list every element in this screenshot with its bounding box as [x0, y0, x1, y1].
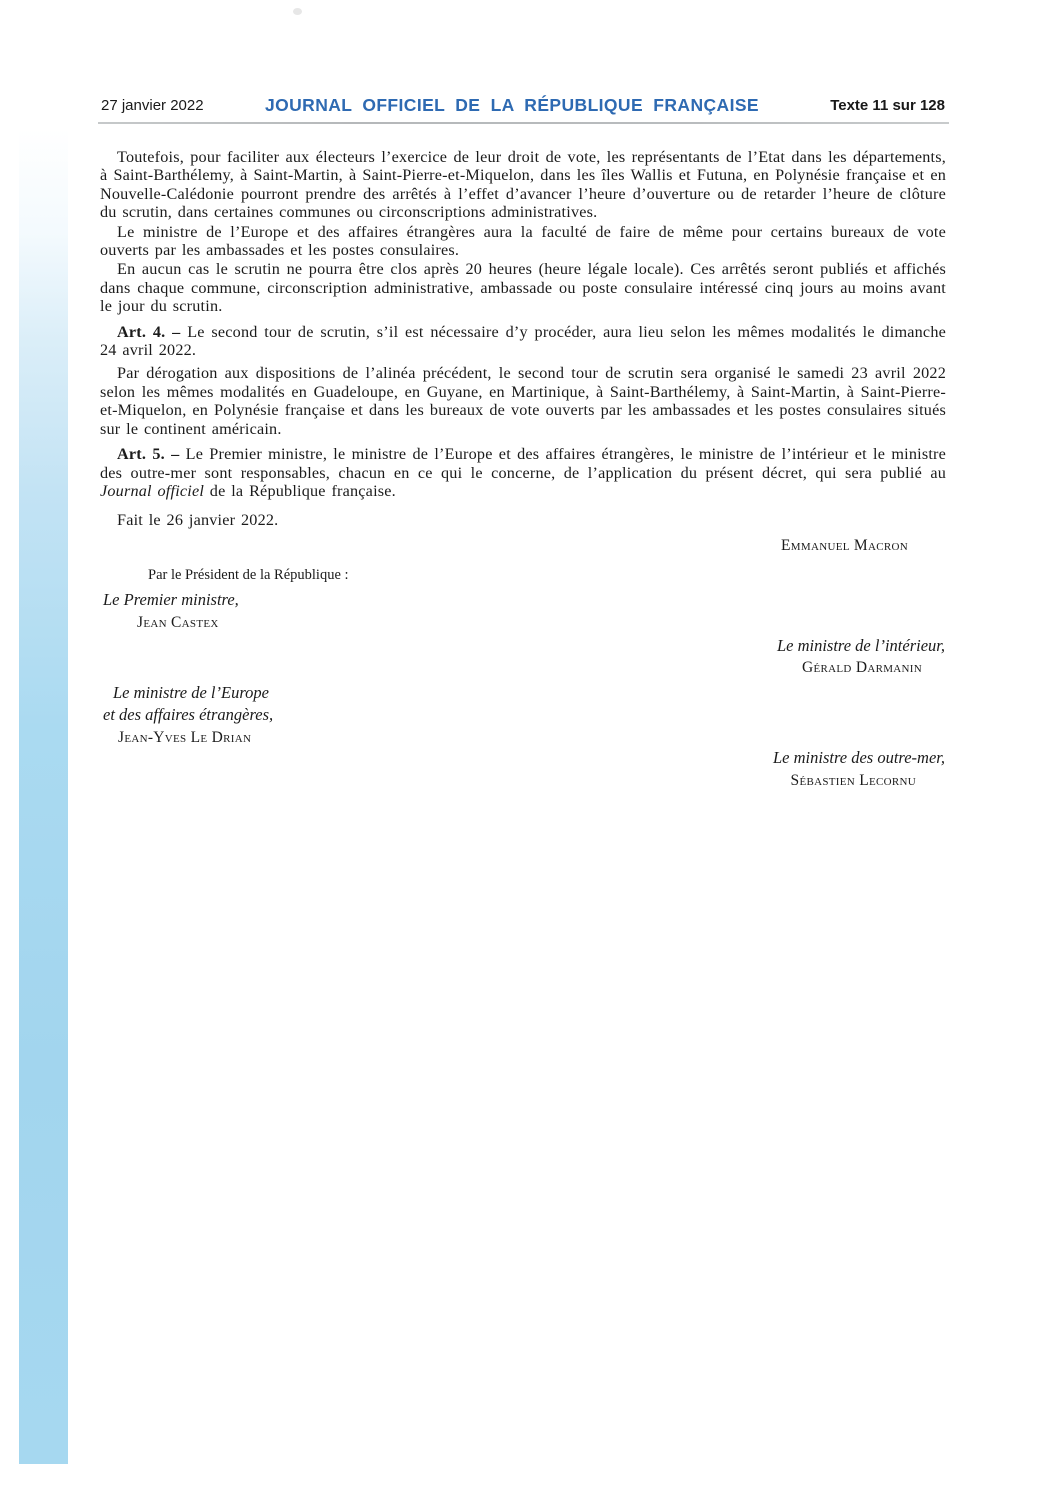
- header-reference: Texte 11 sur 128: [830, 97, 945, 114]
- signature-pm-title: Le Premier ministre,: [103, 590, 239, 609]
- signature-outremer-title: Le ministre des outre-mer,: [772, 748, 945, 767]
- paragraph-scrutin-20-heures: En aucun cas le scrutin ne pourra être clos après 20 heures (heure légale locale). Ces arrêtés seront publiés et affichés dans chaque commune, circonscription administrative, ambassade ou poste consulaire intéressé cinq jours au moins avant le jour du scrutin.: [100, 260, 946, 316]
- article-5-text-before: Le Premier ministre, le ministre de l’Europe et des affaires étrangères, le ministre de l’intérieur et le ministre des outre-mer sont responsables, chacun en ce qui le concerne, de l’application du présent décret, qui sera publié au: [100, 445, 946, 482]
- countersign-intro: Par le Président de la République :: [148, 567, 349, 583]
- article-4-label: Art. 4. –: [117, 322, 188, 341]
- scan-speck: [293, 8, 302, 15]
- signature-europe-title-line2: et des affaires étrangères,: [103, 705, 274, 724]
- date-line: Fait le 26 janvier 2022.: [117, 511, 279, 530]
- scan-blue-strip: [19, 128, 68, 1464]
- header-date: 27 janvier 2022: [101, 97, 204, 114]
- signature-interior-title: Le ministre de l’intérieur,: [776, 636, 945, 655]
- header-rule: [98, 122, 949, 124]
- signature-europe-title-line1: Le ministre de l’Europe: [113, 683, 269, 702]
- article-5-journal-officiel-italic: Journal officiel: [100, 481, 205, 500]
- signature-europe-name: Jean-Yves Le Drian: [118, 729, 252, 746]
- article-4: [100, 323, 946, 360]
- signature-outremer-name: Sébastien Lecornu: [790, 772, 916, 789]
- article-5: [100, 445, 946, 500]
- article-4-text: Le second tour de scrutin, s’il est nécessaire d’y procéder, aura lieu selon les mêmes modalités le dimanche 24 avril 2022.: [100, 322, 946, 360]
- paragraph-toutefois: Toutefois, pour faciliter aux électeurs l’exercice de leur droit de vote, les représentants de l’Etat dans les départements, à Saint-Barthélemy, à Saint-Martin, à Saint-Pierre-et-Miquelon, dans les îles Wallis et Futuna, en Polynésie française et en Nouvelle-Calédonie pourront prendre des arrêtés à l’effet d’avancer l’heure d’ouverture ou de retarder l’heure de clôture du scrutin, dans certaines communes ou circonscriptions administratives.: [100, 148, 946, 222]
- signature-interior-name: Gérald Darmanin: [802, 659, 922, 676]
- article-5-text-after: de la République française.: [204, 481, 396, 500]
- body-text: [100, 148, 946, 530]
- signature-president: Emmanuel Macron: [781, 537, 908, 554]
- journal-title: JOURNAL OFFICIEL DE LA RÉPUBLIQUE FRANÇAISE: [265, 95, 759, 115]
- paragraph-derogation: Par dérogation aux dispositions de l’alinéa précédent, le second tour de scrutin sera organisé le samedi 23 avril 2022 selon les mêmes modalités en Guadeloupe, en Guyane, en Martinique, à Saint-Barthélemy, à Saint-Martin, à Saint-Pierre-et-Miquelon, en Polynésie française et dans les bureaux de vote ouverts par les ambassades et les postes consulaires situés sur le continent américain.: [100, 364, 946, 438]
- paragraph-ministre-europe: Le ministre de l’Europe et des affaires étrangères aura la faculté de faire de même pour certains bureaux de vote ouverts par les ambassades et les postes consulaires.: [100, 222, 946, 260]
- signature-pm-name: Jean Castex: [137, 614, 219, 631]
- article-5-label: Art. 5. –: [117, 445, 186, 464]
